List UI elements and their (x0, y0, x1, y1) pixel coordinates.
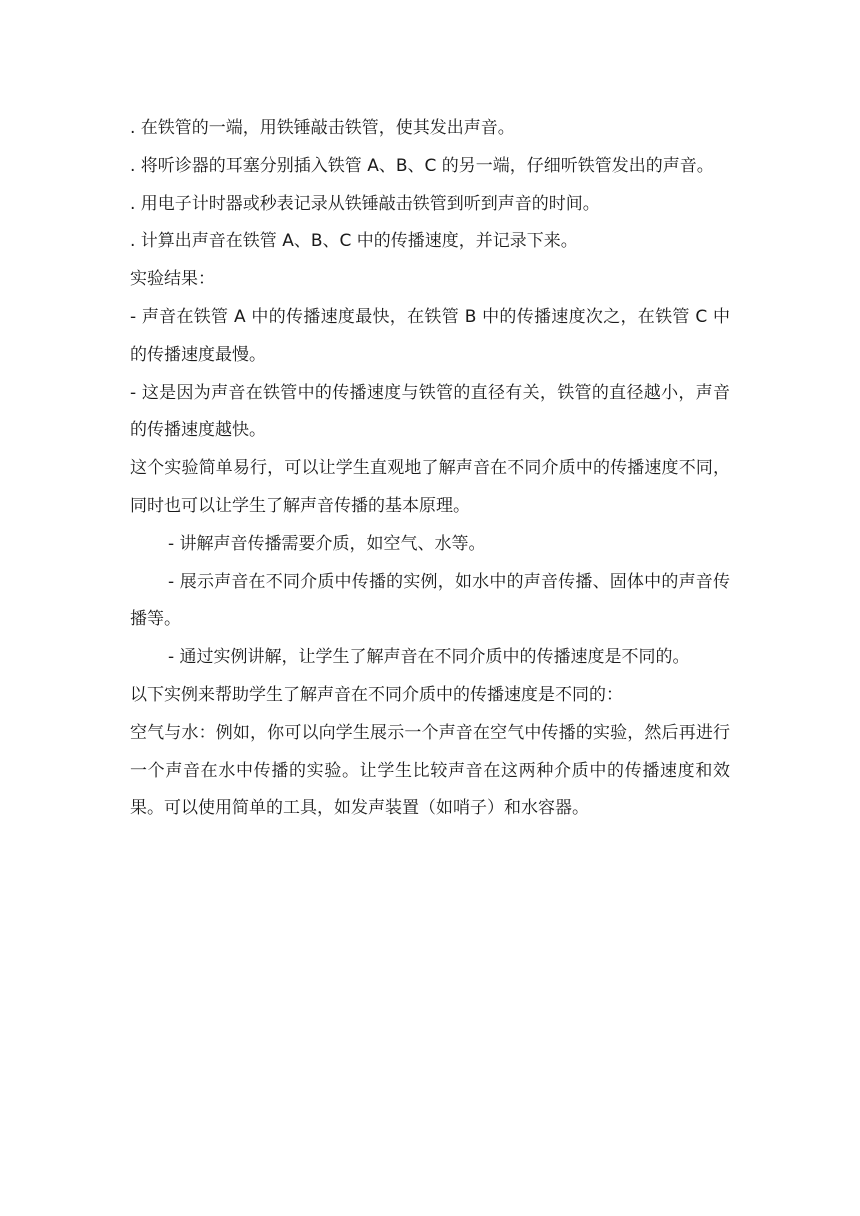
teaching-point-examples: - 展示声音在不同介质中传播的实例，如水中的声音传播、固体中的声音传播等。 (130, 571, 730, 630)
results-heading: 实验结果： (130, 269, 215, 290)
document-page (130, 110, 730, 828)
step-record-time: . 用电子计时器或秒表记录从铁锤敲击铁管到听到声音的时间。 (130, 193, 600, 214)
result-item-explanation: - 这是因为声音在铁管中的传播速度与铁管的直径有关，铁管的直径越小，声音的传播速度越快。 (130, 382, 730, 441)
step-insert-stethoscope: . 将听诊器的耳塞分别插入铁管 A、B、C 的另一端，仔细听铁管发出的声音。 (130, 155, 714, 176)
examples-intro: 以下实例来帮助学生了解声音在不同介质中的传播速度是不同的： (130, 684, 623, 705)
result-item-speed-order: - 声音在铁管 A 中的传播速度最快，在铁管 B 中的传播速度次之，在铁管 C 中的传播速度最慢。 (130, 306, 730, 365)
teaching-point-medium: - 讲解声音传播需要介质，如空气、水等。 (168, 533, 486, 554)
step-strike-pipe: . 在铁管的一端，用铁锤敲击铁管，使其发出声音。 (130, 118, 515, 138)
teaching-point-speed-difference: - 通过实例讲解，让学生了解声音在不同介质中的传播速度是不同的。 (168, 647, 690, 668)
example-air-water: 空气与水：例如，你可以向学生展示一个声音在空气中传播的实验，然后再进行一个声音在水中传播的实验。让学生比较声音在这两种介质中的传播速度和效果。可以使用简单的工具，如发声装置（如哨子）和水容器。 (130, 722, 730, 819)
step-calculate-speed: . 计算出声音在铁管 A、B、C 中的传播速度，并记录下来。 (130, 231, 578, 252)
experiment-summary: 这个实验简单易行，可以让学生直观地了解声音在不同介质中的传播速度不同，同时也可以让学生了解声音传播的基本原理。 (130, 458, 730, 516)
